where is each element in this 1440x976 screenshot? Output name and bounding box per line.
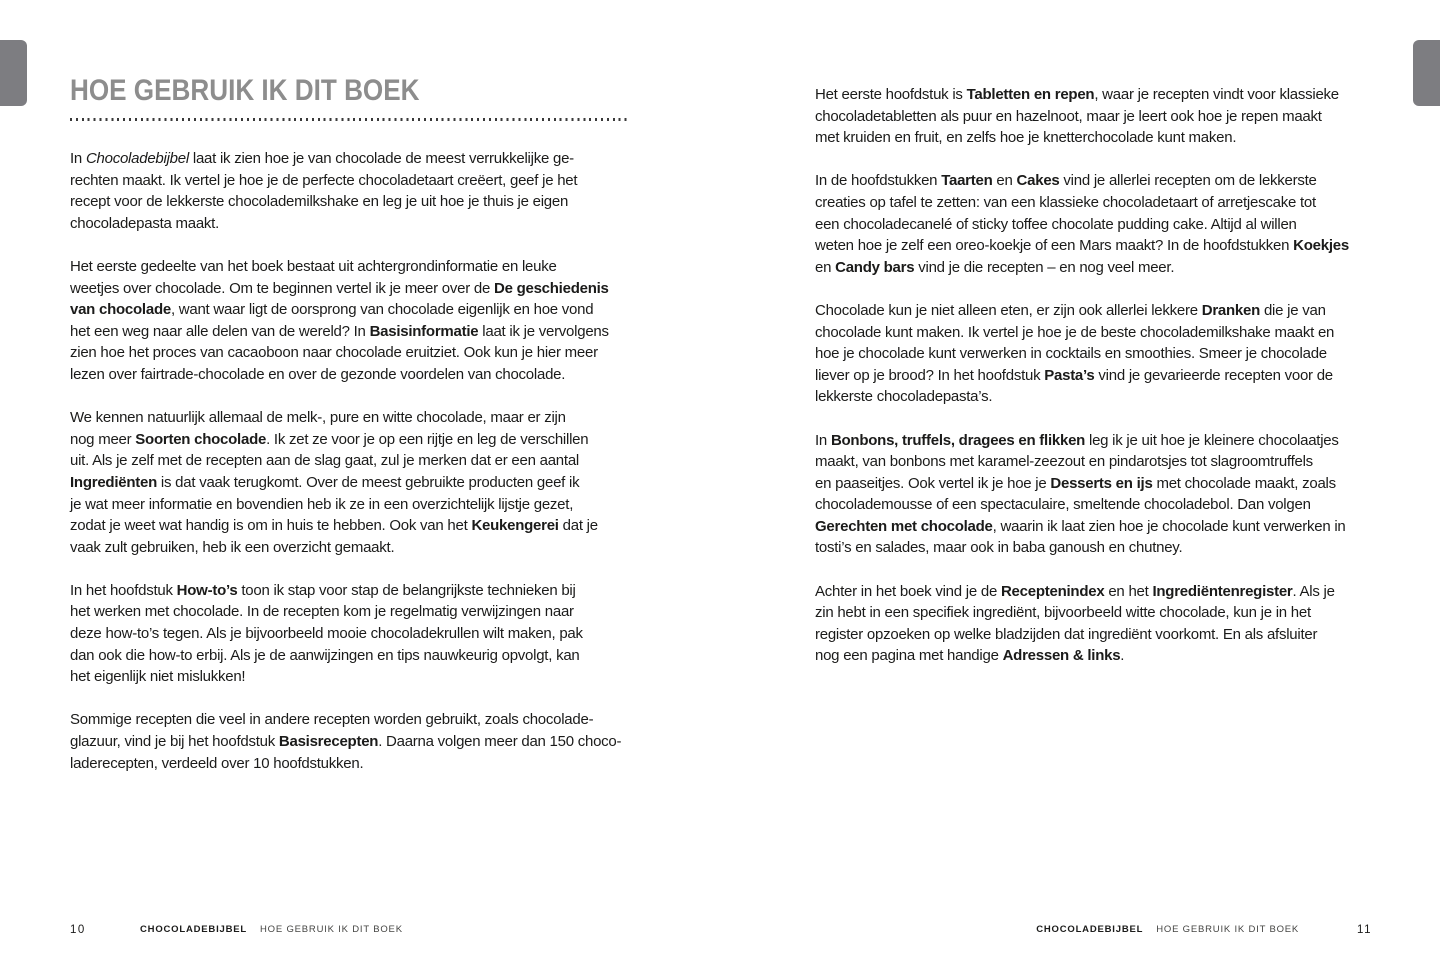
left-page-footer <box>70 923 403 937</box>
footer-book-title-left: CHOCOLADEBIJBEL <box>140 924 248 935</box>
right-page <box>815 84 1375 667</box>
paragraph: Sommige recepten die veel in andere recepten worden gebruikt, zoals chocolade- glazuur, vind je bij het hoofdstuk Basisrecepten. Daarna volgen meer dan 150 choco- laderecepten, verdeeld over 10 hoofdstukken. <box>70 711 622 772</box>
right-page-body <box>815 84 1375 667</box>
paragraph: Chocolade kun je niet alleen eten, er zijn ook allerlei lekkere Dranken die je van chocolade kunt maken. Ik vertel je hoe je de beste chocolademilkshake maakt en hoe je chocolade kunt verwerken in cocktails en smoothies. Smeer je chocolade liever op je brood? In het hoofdstuk Pasta’s vind je gevarieerde recepten voor de lekkerste chocoladepasta’s. <box>815 301 1335 406</box>
paragraph: In Chocoladebijbel laat ik zien hoe je van chocolade de meest verrukkelijke ge- rechten maakt. Ik vertel je hoe je de perfecte chocoladetaart creëert, geef je het recept voor de lekkerste chocolademilkshake en leg je uit hoe je thuis je eigen chocoladepasta maakt. <box>70 150 578 232</box>
paragraph: Achter in het boek vind je de Receptenindex en het Ingrediëntenregister. Als je zin hebt in een specifiek ingrediënt, bijvoorbeeld witte chocolade, kun je in het register opzoeken op welke bladzijden dat ingrediënt voorkomt. En als afsluiter nog een pagina met handige Adressen & links. <box>815 582 1335 665</box>
page-number-right: 11 <box>1357 924 1372 936</box>
paragraph: In Bonbons, truffels, dragees en flikken leg ik je uit hoe je kleinere chocolaatjes maakt, van bonbons met karamel-zeezout en pindarotsjes tot slagroomtruffels en paaseitjes. Ook vertel ik je hoe je Desserts en ijs met chocolade maakt, zoals chocolademousse of een spectaculaire, smeltende chocoladebol. Dan volgen Gerechten met chocolade, waarin ik laat zien hoe je chocolade kunt verwerken in tosti’s en salades, maar ook in baba ganoush en chutney. <box>815 431 1346 557</box>
paragraph: Het eerste gedeelte van het boek bestaat uit achtergrondinformatie en leuke weetjes over chocolade. Om te beginnen vertel ik je meer over de De geschiedenis van chocolade, want waar ligt de oorsprong van chocolade eigenlijk en hoe vond het een weg naar alle delen van de wereld? In Basisinformatie laat ik je vervolgens zien hoe het proces van cacaoboon naar chocolade eruitziet. Ook kun je hier meer lezen over fairtrade-chocolade en over de gezonde voordelen van chocolade. <box>70 257 609 383</box>
paragraph: In het hoofdstuk How-to’s toon ik stap voor stap de belangrijkste technieken bij het werken met chocolade. In de recepten kom je regelmatig verwijzingen naar deze how-to’s tegen. Als je bijvoorbeeld mooie chocoladekrullen wilt maken, pak dan ook die how-to erbij. Als je de aanwijzingen en tips nauwkeurig opvolgt, kan het eigenlijk niet mislukken! <box>70 581 583 686</box>
page-number-left: 10 <box>70 924 86 936</box>
left-page-body <box>70 148 628 774</box>
dotted-divider <box>70 118 628 121</box>
footer-chapter-right: HOE GEBRUIK IK DIT BOEK <box>1156 924 1300 935</box>
paragraph: In de hoofdstukken Taarten en Cakes vind je allerlei recepten om de lekkerste creaties op tafel te zetten: van een klassieke chocoladetaart of arretjescake tot een chocoladecanelé of sticky toffee chocolate pudding cake. Altijd al willen weten hoe je zelf een oreo-koekje of een Mars maakt? In de hoofdstukken Koekjes en Candy bars vind je die recepten – en nog veel meer. <box>815 172 1349 276</box>
left-page <box>70 76 628 774</box>
left-page-edge-tab <box>0 40 27 106</box>
page-title: HOE GEBRUIK IK DIT BOEK <box>70 74 420 107</box>
paragraph: We kennen natuurlijk allemaal de melk-, pure en witte chocolade, maar er zijn nog meer Soorten chocolade. Ik zet ze voor je op een rijtje en leg de verschillen uit. Als je zelf met de recepten aan de slag gaat, zul je merken dat er een aantal Ingrediënten is dat vaak terugkomt. Over de meest gebruikte producten geef ik je wat meer informatie en bovendien heb ik ze in een overzichtelijk lijstje gezet, zodat je weet wat handig is om in huis te hebben. Ook van het Keukengerei dat je vaak zult gebruiken, heb ik een overzicht gemaakt. <box>70 409 598 556</box>
right-page-footer <box>1036 923 1372 937</box>
footer-chapter-left: HOE GEBRUIK IK DIT BOEK <box>260 924 403 935</box>
paragraph: Het eerste hoofdstuk is Tabletten en repen, waar je recepten vindt voor klassieke chocoladetabletten als puur en hazelnoot, maar je leert ook hoe je repen maakt met kruiden en fruit, en zelfs hoe je knetterchocolade kunt maken. <box>815 86 1339 147</box>
footer-book-title-right: CHOCOLADEBIJBEL <box>1036 924 1144 935</box>
right-page-edge-tab <box>1413 40 1440 106</box>
